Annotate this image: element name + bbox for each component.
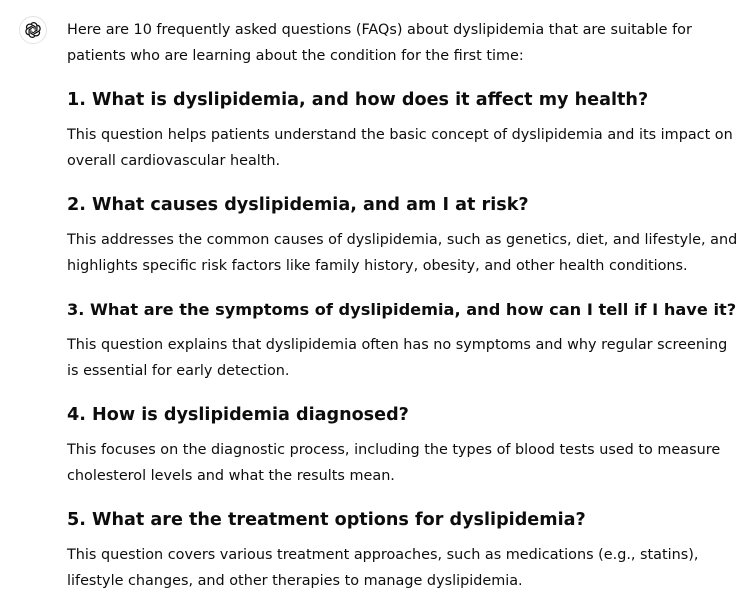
faq-body: This question covers various treatment approaches, such as medications (e.g., statins), lifestyle changes, and other therapies to manage dyslipidemia.: [67, 547, 699, 589]
faq-body: This addresses the common causes of dyslipidemia, such as genetics, diet, and lifestyle, and highlights specific risk factors like family history, obesity, and other health conditions.: [67, 232, 738, 274]
faq-item: [67, 403, 743, 489]
openai-logo-icon: [23, 20, 43, 40]
faq-body: This question explains that dyslipidemia often has no symptoms and why regular screening is essential for early detection.: [67, 337, 728, 379]
assistant-avatar: [19, 16, 47, 44]
faq-heading: 2. What causes dyslipidemia, and am I at risk?: [67, 195, 529, 215]
intro-paragraph: Here are 10 frequently asked questions (FAQs) about dyslipidemia that are suitable for patients who are learning about the condition for the first time:: [67, 22, 692, 64]
assistant-message: [67, 17, 743, 589]
faq-item: [67, 508, 743, 594]
faq-item: [67, 88, 743, 174]
faq-heading: 5. What are the treatment options for dyslipidemia?: [67, 510, 586, 530]
faq-body: This focuses on the diagnostic process, including the types of blood tests used to measure cholesterol levels and what the results mean.: [67, 442, 721, 484]
faq-heading: 3. What are the symptoms of dyslipidemia, and how can I tell if I have it?: [67, 300, 737, 319]
faq-body: This question helps patients understand the basic concept of dyslipidemia and its impact on overall cardiovascular health.: [67, 127, 733, 169]
faq-item: [67, 193, 743, 279]
faq-heading: 1. What is dyslipidemia, and how does it affect my health?: [67, 90, 649, 110]
faq-item: [67, 298, 743, 384]
faq-heading: 4. How is dyslipidemia diagnosed?: [67, 405, 409, 425]
